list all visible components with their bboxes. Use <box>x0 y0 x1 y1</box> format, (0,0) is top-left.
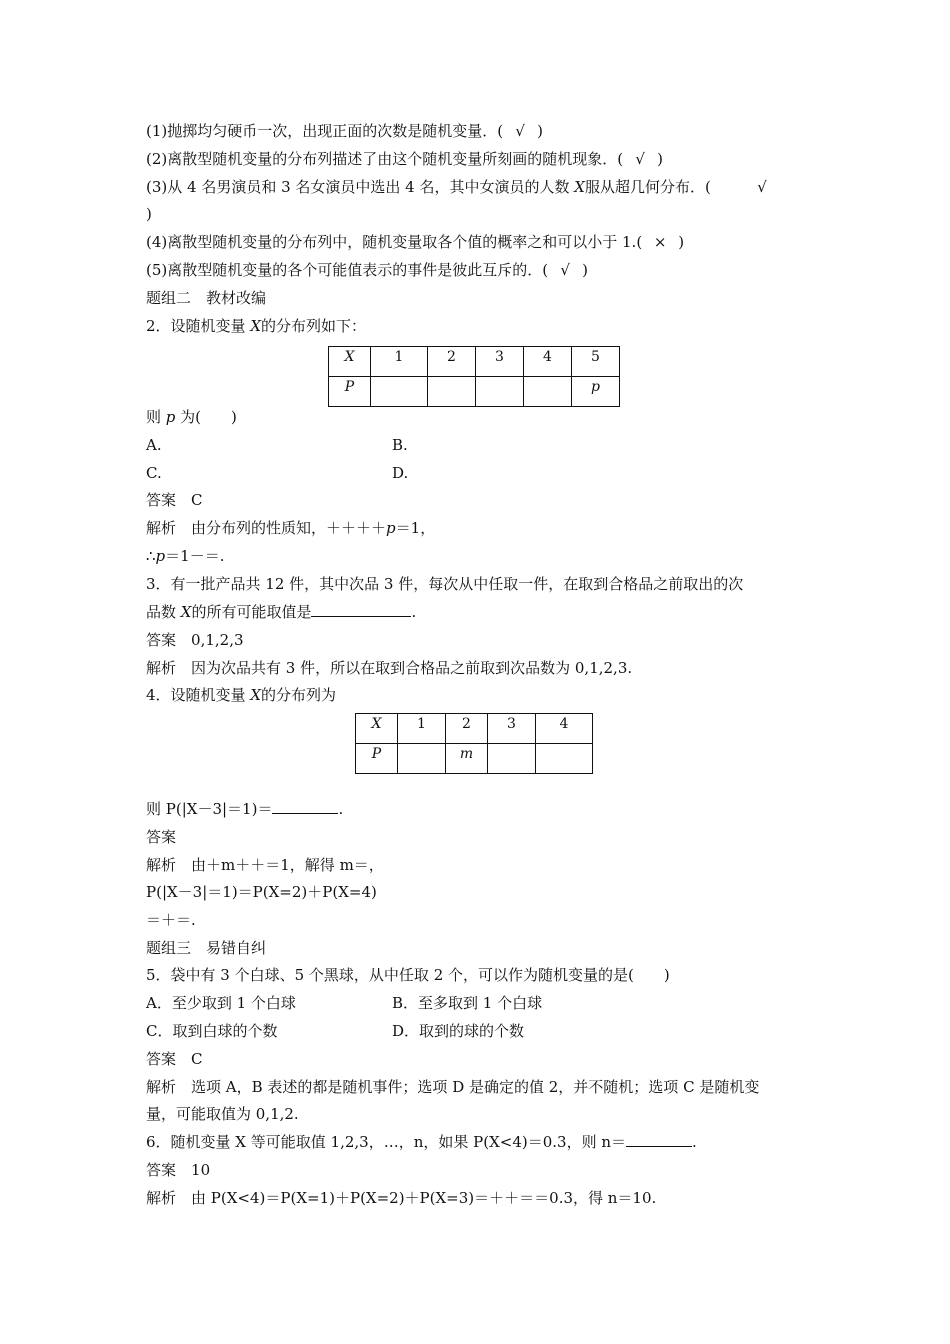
table-row <box>329 347 620 377</box>
q5-stem: 5．袋中有 3 个白球、5 个黑球，从中任取 2 个，可以作为随机变量的是( ) <box>146 966 670 984</box>
table-cell: 5 <box>572 347 620 377</box>
q5-option-b: B．至多取到 1 个白球 <box>392 994 543 1012</box>
q4-analysis-line3: ＝＋＝. <box>146 911 196 929</box>
statement-3: (3)从 4 名男演员和 3 名女演员中选出 4 名，其中女演员的人数 X服从超几何分布．( √ <box>146 178 767 196</box>
check-mark: √ <box>515 122 525 140</box>
statement-4: (4)离散型随机变量的分布列中，随机变量取各个值的概率之和可以小于 1.( × ) <box>146 233 685 251</box>
table-cell: 4 <box>536 714 593 744</box>
statement-3-close: ) <box>146 205 152 223</box>
table-cell: m <box>446 744 488 774</box>
statement-5: (5)离散型随机变量的各个可能值表示的事件是彼此互斥的．( √ ) <box>146 261 588 279</box>
table-cell <box>371 377 428 407</box>
table-cell: 3 <box>488 714 536 744</box>
group-3-title: 题组三 易错自纠 <box>146 939 267 957</box>
q2-option-a: A. <box>146 436 162 454</box>
table-cell: 2 <box>446 714 488 744</box>
table-row <box>356 744 593 774</box>
q5-option-c: C．取到白球的个数 <box>146 1022 278 1040</box>
q4-distribution-table <box>355 713 593 774</box>
table-row <box>356 714 593 744</box>
table-cell <box>428 377 476 407</box>
q5-option-a: A．至少取到 1 个白球 <box>146 994 296 1012</box>
q3-answer: 答案 0,1,2,3 <box>146 631 244 649</box>
q5-answer: 答案 C <box>146 1050 203 1068</box>
q3-stem-line2: 品数 X的所有可能取值是 . <box>146 603 417 621</box>
q2-option-b: B. <box>392 436 408 454</box>
q2-conclusion: ∴p＝1－＝. <box>146 547 225 565</box>
q4-analysis: 解析 由＋m＋＋＝1，解得 m＝， <box>146 856 384 874</box>
q4-analysis-line2: P(|X－3|＝1)＝P(X=2)＋P(X=4) <box>146 883 377 901</box>
table-cell <box>476 377 524 407</box>
table-cell: X <box>356 714 398 744</box>
table-cell <box>398 744 446 774</box>
q4-answer: 答案 <box>146 828 177 846</box>
statement-1: (1)抛掷均匀硬币一次，出现正面的次数是随机变量．( √ ) <box>146 122 543 140</box>
table-cell: P <box>356 744 398 774</box>
q3-analysis: 解析 因为次品共有 3 件，所以在取到合格品之前取到次品数为 0,1,2,3. <box>146 659 633 677</box>
q2-option-c: C. <box>146 464 162 482</box>
statement-2: (2)离散型随机变量的分布列描述了由这个随机变量所刻画的随机现象．( √ ) <box>146 150 663 168</box>
q3-stem-line1: 3．有一批产品共 12 件，其中次品 3 件，每次从中任取一件，在取到合格品之前取出的次 <box>146 575 744 593</box>
q2-analysis: 解析 由分布列的性质知，＋＋＋＋p＝1， <box>146 519 436 537</box>
q6-analysis: 解析 由 P(X<4)＝P(X=1)＋P(X=2)＋P(X=3)＝＋＋＝＝0.3，得 n＝10. <box>146 1189 657 1207</box>
table-cell: 3 <box>476 347 524 377</box>
cross-mark: × <box>653 233 667 251</box>
q2-distribution-table <box>328 346 620 407</box>
q4-stem: 4．设随机变量 X的分布列为 <box>146 686 337 704</box>
table-cell <box>488 744 536 774</box>
table-cell <box>524 377 572 407</box>
answer-blank <box>311 602 411 617</box>
q5-option-d: D．取到的球的个数 <box>392 1022 525 1040</box>
table-row <box>329 377 620 407</box>
q2-stem: 2．设随机变量 X的分布列如下： <box>146 317 367 335</box>
table-cell: p <box>572 377 620 407</box>
answer-blank <box>626 1132 692 1147</box>
q6-answer: 答案 10 <box>146 1161 211 1179</box>
table-cell: P <box>329 377 371 407</box>
q4-question: 则 P(|X－3|＝1)＝ . <box>146 800 344 818</box>
q5-analysis: 解析 选项 A，B 表述的都是随机事件；选项 D 是确定的值 2，并不随机；选项 C 是随机变 <box>146 1078 760 1096</box>
q5-analysis-line2: 量，可能取值为 0,1,2. <box>146 1105 299 1123</box>
check-mark: √ <box>635 150 645 168</box>
table-cell: 1 <box>398 714 446 744</box>
answer-blank <box>272 799 338 814</box>
check-mark: √ <box>560 261 570 279</box>
table-cell: 4 <box>524 347 572 377</box>
check-mark: √ <box>757 178 767 196</box>
q2-question: 则 p 为( ) <box>146 408 237 426</box>
group-2-title: 题组二 教材改编 <box>146 289 267 307</box>
q6-stem: 6．随机变量 X 等可能取值 1,2,3，…，n，如果 P(X<4)＝0.3，则 n＝ . <box>146 1133 697 1151</box>
table-cell: X <box>329 347 371 377</box>
q2-option-d: D. <box>392 464 409 482</box>
q2-answer: 答案 C <box>146 491 203 509</box>
table-cell: 1 <box>371 347 428 377</box>
table-cell: 2 <box>428 347 476 377</box>
table-cell <box>536 744 593 774</box>
